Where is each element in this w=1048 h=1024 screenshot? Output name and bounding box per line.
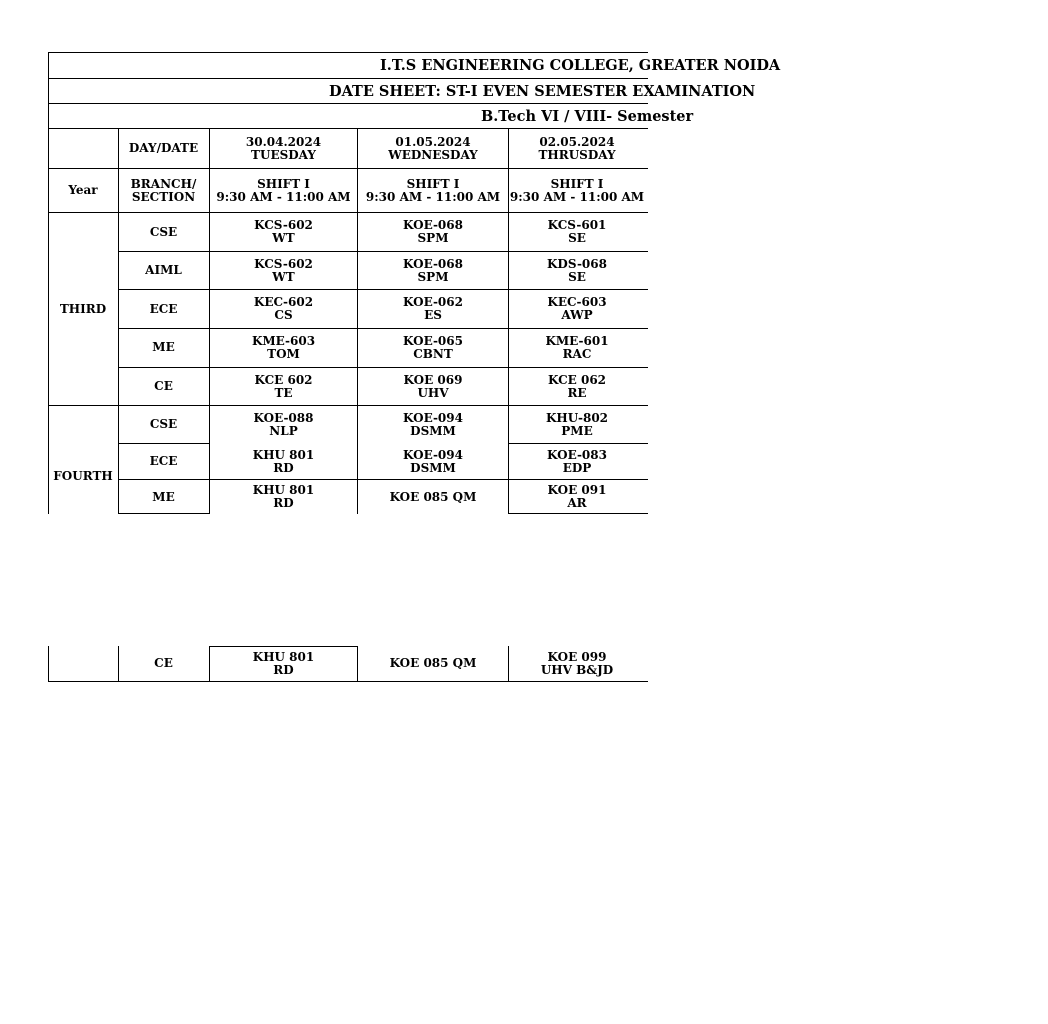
grid-line [118, 128, 119, 514]
subject-name: ES [424, 308, 442, 322]
exam-cell [358, 328, 508, 367]
date-header-1 [209, 129, 358, 168]
subject-code: KOE-065 [403, 333, 463, 348]
subject-code: KCE 602 [254, 372, 313, 387]
subject-name: EDP [562, 460, 592, 475]
exam-cell [508, 213, 646, 251]
branch-cell: CSE [149, 417, 178, 431]
subject-code: KHU 801 [252, 483, 315, 497]
subject-code: KOE-068 [403, 256, 463, 271]
exam-cell [508, 328, 646, 367]
grid-line [118, 479, 648, 480]
shift-header-3 [508, 168, 646, 213]
college-title: I.T.S ENGINEERING COLLEGE, GREATER NOIDA [380, 57, 781, 74]
year-header [48, 168, 118, 213]
subject-name: DSMM [410, 460, 456, 475]
exam-cell [358, 443, 508, 480]
exam-cell [508, 443, 646, 480]
branch-cell: CE [154, 379, 173, 393]
subject-name: WT [272, 231, 295, 245]
exam-cell [358, 213, 508, 251]
subject-name: UHV [417, 385, 449, 400]
exam-cell [209, 367, 358, 406]
exam-cell [508, 480, 646, 514]
date-header-3 [508, 129, 646, 168]
table-row [118, 406, 209, 443]
subject-code: KOE-062 [403, 295, 463, 309]
branch-cell: ECE [149, 454, 178, 468]
date-1: 30.04.2024 [245, 134, 322, 149]
grid-line [118, 443, 209, 444]
exam-cell [209, 443, 358, 480]
grid-line [508, 443, 648, 444]
subject-name: SPM [417, 231, 449, 245]
subject-code: KCS-602 [254, 256, 313, 271]
exam-cell [358, 646, 508, 681]
daydate-label: DAY/DATE [128, 141, 199, 155]
subject-name: RD [273, 496, 294, 510]
branch-cell: ECE [149, 301, 178, 316]
subject-name: NLP [269, 423, 298, 438]
subject-name: RE [567, 385, 587, 400]
exam-cell [358, 480, 508, 514]
year-third [48, 213, 118, 406]
subject-name: RD [273, 460, 294, 475]
subject-code: KDS-068 [547, 256, 607, 271]
grid-line [118, 251, 648, 252]
grid-line [118, 513, 209, 514]
grid-line [508, 646, 509, 681]
table-row [118, 443, 209, 480]
time-2: 9:30 AM - 11:00 AM [365, 189, 501, 204]
shift-2: SHIFT I [406, 176, 460, 191]
branch-cell: ME [152, 340, 175, 354]
subject-name: CS [274, 308, 293, 322]
exam-cell [508, 367, 646, 406]
grid-line [48, 405, 648, 406]
program-title: B.Tech VI / VIII- Semester [481, 108, 694, 125]
grid-line [48, 103, 648, 104]
subject-code: KCS-601 [547, 218, 607, 232]
exam-cell [209, 213, 358, 251]
year-label: Year [68, 183, 98, 197]
exam-cell [209, 406, 358, 443]
exam-cell [209, 480, 358, 514]
daydate-header [118, 129, 209, 168]
grid-line [48, 681, 648, 682]
subject-name: TOM [267, 346, 300, 361]
subject-name: WT [272, 269, 295, 284]
subject-code: KOE 069 [403, 372, 463, 387]
day-2: WEDNESDAY [388, 147, 478, 162]
subject-code: KOE 099 [547, 649, 607, 664]
subject-name: RAC [562, 346, 592, 361]
date-3: 02.05.2024 [539, 134, 615, 149]
subject-code: KCE 062 [547, 372, 607, 387]
section-label: SECTION [131, 189, 196, 204]
table-row [118, 646, 209, 681]
subject-name: SE [568, 231, 586, 245]
sheet-title: DATE SHEET: ST-I EVEN SEMESTER EXAMINATION [329, 83, 756, 100]
subject-name: TE [274, 385, 293, 400]
year-fourth-label: FOURTH [53, 468, 113, 483]
subject-code: KHU-802 [545, 410, 609, 425]
grid-line [48, 212, 648, 213]
branch-header [118, 168, 209, 213]
subject-name: SE [568, 269, 586, 284]
exam-cell [508, 406, 646, 443]
subject-name: PME [561, 423, 593, 438]
time-3: 9:30 AM - 11:00 AM [509, 189, 645, 204]
grid-line [48, 128, 648, 129]
table-row [118, 213, 209, 251]
exam-cell [209, 290, 358, 328]
table-row [118, 251, 209, 290]
grid-line [118, 646, 119, 681]
subject-code: KOE-083 [547, 447, 607, 462]
shift-1: SHIFT I [257, 176, 310, 191]
table-row [118, 367, 209, 406]
exam-cell [209, 646, 358, 681]
exam-cell [358, 406, 508, 443]
grid-line [357, 128, 358, 514]
subject-name: RD [273, 662, 294, 677]
exam-cell [358, 251, 508, 290]
subject-code: KME-603 [251, 333, 316, 348]
subject-code: KOE 085 QM [389, 489, 477, 504]
grid-line [209, 128, 210, 514]
branch-cell: CE [154, 656, 173, 670]
branch-cell: ME [152, 489, 175, 504]
grid-line [118, 367, 648, 368]
subject-name: AWP [561, 308, 593, 322]
subject-code: KOE-094 [403, 410, 463, 425]
table-row [118, 328, 209, 367]
subject-code: KOE-088 [253, 410, 314, 425]
date-2: 01.05.2024 [395, 134, 471, 149]
subject-code: KEC-603 [547, 295, 607, 309]
grid-line [48, 52, 49, 514]
time-1: 9:30 AM - 11:00 AM [216, 189, 351, 204]
subject-code: KEC-602 [253, 295, 314, 309]
subject-code: KOE 091 [547, 483, 607, 497]
grid-line [48, 52, 648, 53]
subject-name: UHV B&JD [540, 662, 614, 677]
exam-cell [358, 290, 508, 328]
shift-3: SHIFT I [550, 176, 604, 191]
grid-line [48, 168, 648, 169]
grid-line [209, 646, 358, 647]
day-1: TUESDAY [251, 147, 316, 162]
subject-name: CBNT [413, 346, 453, 361]
exam-cell [358, 367, 508, 406]
exam-cell [209, 251, 358, 290]
grid-line [508, 128, 509, 514]
branch-label: BRANCH/ [130, 176, 197, 191]
exam-cell [209, 328, 358, 367]
grid-line [48, 646, 49, 681]
shift-header-1 [209, 168, 358, 213]
subject-code: KHU 801 [252, 649, 315, 664]
shift-header-2 [358, 168, 508, 213]
subject-code: KOE-094 [403, 447, 463, 462]
subject-code: KOE 085 QM [389, 656, 477, 670]
exam-cell [508, 646, 646, 681]
grid-line [357, 646, 358, 681]
subject-code: KHU 801 [252, 447, 315, 462]
grid-line [118, 289, 648, 290]
grid-line [209, 646, 210, 681]
branch-cell: AIML [145, 263, 182, 277]
subject-code: KOE-068 [403, 218, 463, 232]
year-fourth [48, 406, 118, 546]
date-header-2 [358, 129, 508, 168]
branch-cell: CSE [149, 224, 178, 239]
day-3: THRUSDAY [538, 147, 616, 162]
subject-code: KME-601 [545, 333, 609, 348]
table-row [118, 290, 209, 328]
grid-line [508, 513, 648, 514]
exam-cell [508, 251, 646, 290]
grid-line [48, 78, 648, 79]
year-third-label: THIRD [59, 302, 107, 316]
exam-cell [508, 290, 646, 328]
table-row [118, 480, 209, 514]
subject-name: SPM [417, 269, 449, 284]
subject-name: AR [567, 496, 587, 510]
grid-line [118, 328, 648, 329]
subject-name: DSMM [410, 423, 456, 438]
subject-code: KCS-602 [254, 218, 313, 232]
